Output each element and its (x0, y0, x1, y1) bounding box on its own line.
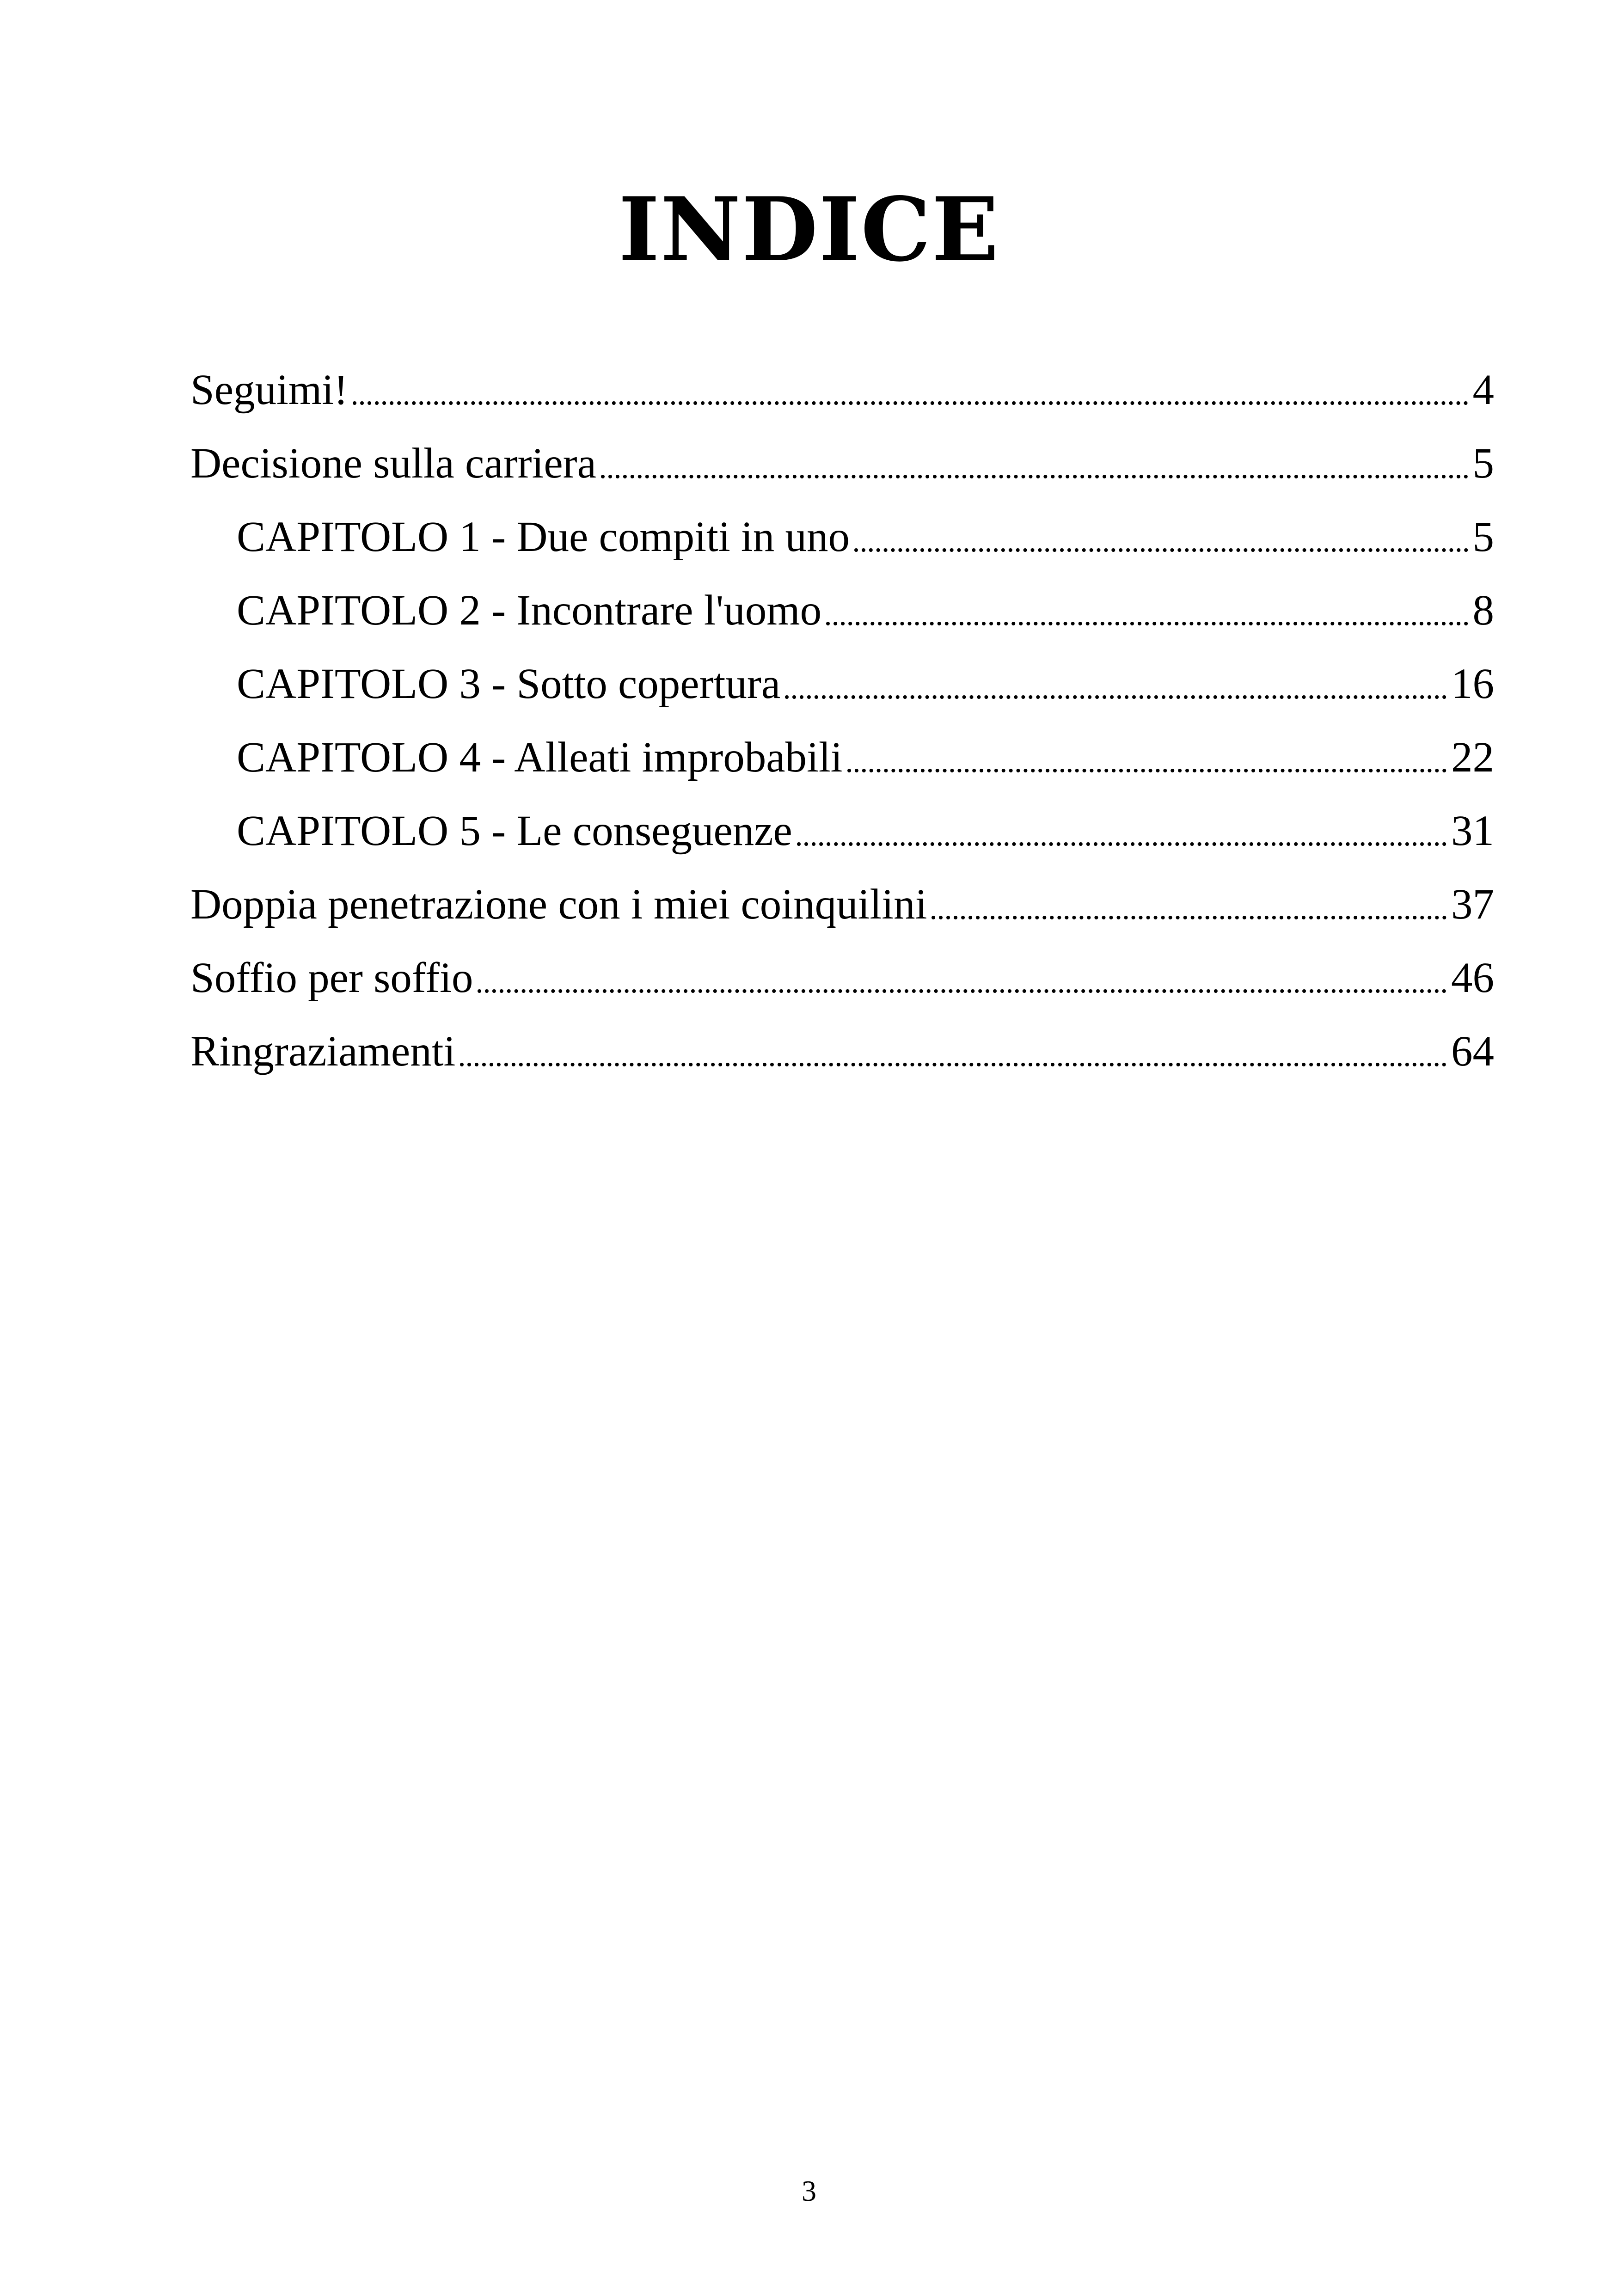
toc-entry-page: 8 (1472, 587, 1494, 634)
toc-entry-page: 46 (1451, 954, 1494, 1002)
dot-leader (797, 842, 1446, 846)
dot-leader (601, 475, 1468, 478)
toc-entry-page: 16 (1451, 660, 1494, 708)
toc-entry-page: 4 (1472, 366, 1494, 414)
toc-entry-label: Seguimi! (190, 366, 348, 414)
toc-entry-label: CAPITOLO 4 - Alleati improbabili (237, 734, 843, 781)
toc-entry-page: 64 (1451, 1028, 1494, 1075)
toc-entry-label: Ringraziamenti (190, 1028, 456, 1075)
toc-entry-label: Soffio per soffio (190, 954, 473, 1002)
toc-entry-page: 22 (1451, 734, 1494, 781)
toc-subentry[interactable] (190, 491, 1494, 565)
toc-subentry[interactable] (190, 785, 1494, 859)
toc-subentry[interactable] (190, 565, 1494, 638)
toc-entry[interactable] (190, 932, 1494, 1006)
page-title: INDICE (618, 178, 1000, 282)
toc-entry-page: 5 (1472, 513, 1494, 561)
toc-entry-label: CAPITOLO 2 - Incontrare l'uomo (237, 587, 822, 634)
dot-leader (932, 916, 1446, 919)
toc-entry[interactable] (190, 1006, 1494, 1079)
toc-entry-label: CAPITOLO 5 - Le conseguenze (237, 807, 792, 855)
dot-leader (847, 769, 1447, 772)
toc-entry-label: Decisione sulla carriera (190, 440, 596, 487)
toc-entry[interactable] (190, 344, 1494, 418)
toc-entry-page: 31 (1451, 807, 1494, 855)
table-of-contents (190, 344, 1494, 1079)
toc-entry-label: Doppia penetrazione con i miei coinquilini (190, 881, 927, 928)
toc-entry[interactable] (190, 418, 1494, 491)
toc-subentry[interactable] (190, 712, 1494, 785)
dot-leader (785, 695, 1446, 699)
toc-entry-page: 37 (1451, 881, 1494, 928)
dot-leader (826, 622, 1468, 625)
toc-entry-label: CAPITOLO 3 - Sotto copertura (237, 660, 781, 708)
page-number: 3 (802, 2174, 816, 2207)
dot-leader (460, 1063, 1446, 1066)
dot-leader (854, 548, 1468, 552)
dot-leader (478, 989, 1446, 993)
toc-subentry[interactable] (190, 638, 1494, 712)
toc-entry-label: CAPITOLO 1 - Due compiti in uno (237, 513, 850, 561)
dot-leader (353, 401, 1468, 405)
toc-entry-page: 5 (1472, 440, 1494, 487)
toc-entry[interactable] (190, 859, 1494, 932)
